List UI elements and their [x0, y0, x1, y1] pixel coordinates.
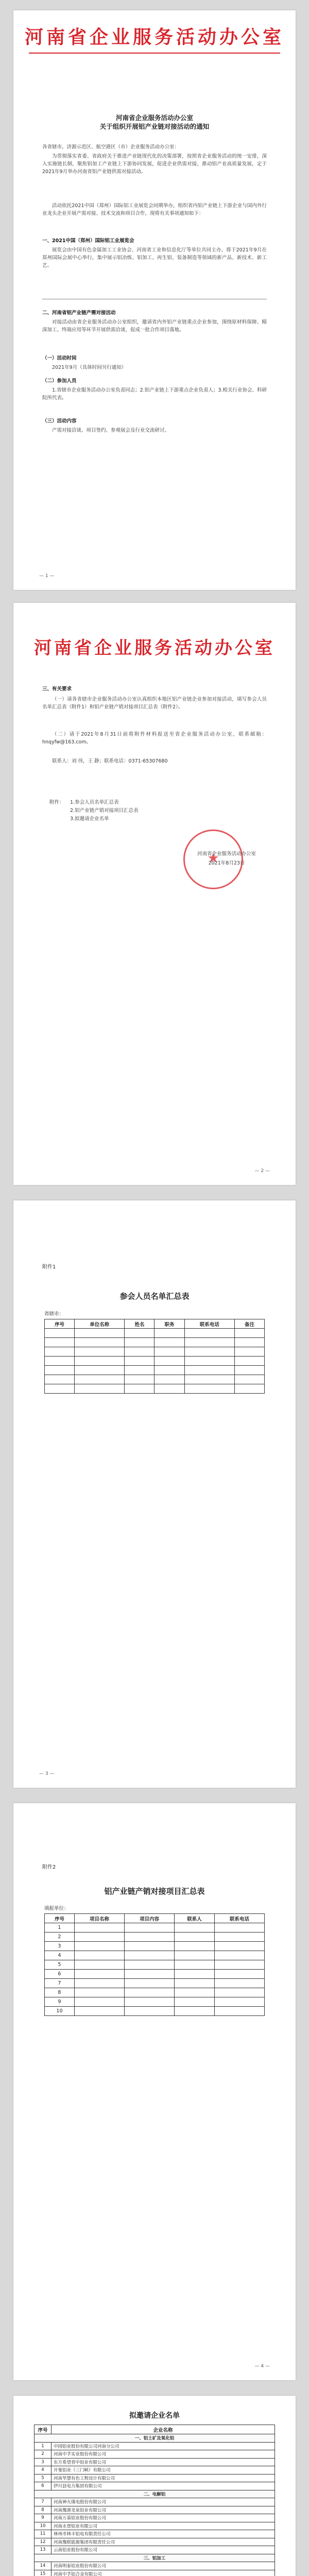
col-header: 序号	[45, 1319, 75, 1329]
company-name: 中国铝业股份有限公司河南分公司	[52, 2442, 275, 2450]
table-row: 8	[45, 1988, 265, 1997]
document-page-3	[13, 1200, 296, 1788]
table-row: 7	[45, 1979, 265, 1988]
table-group-row	[35, 2490, 275, 2498]
row-number: 4	[35, 2466, 52, 2475]
col-header: 单位名称	[75, 1319, 125, 1329]
item-3-heading: （三）活动内容	[42, 418, 77, 424]
attachment-2: 2.铝产业链产销对接项目汇总表	[70, 808, 139, 814]
intro-paragraph-2: 活动依托2021中国（郑州）国际铝工业展览会同期举办，组织省内铝产业链上下游企业与国内外行业龙头企业开展产需对接、技术交流和项目合作，现将有关事项通知如下：	[42, 203, 267, 216]
company-name: 河南豫港龙泉铝业有限公司	[52, 2506, 275, 2514]
attachment-1: 1.参会人员名单汇总表	[70, 800, 119, 805]
col-header: 备注	[234, 1319, 264, 1329]
table-header-row	[45, 1319, 265, 1329]
row-number: 3	[35, 2458, 52, 2466]
company-name: 河南神火煤电股份有限公司	[52, 2498, 275, 2506]
row-number: 9	[35, 2514, 52, 2522]
unit-label: 填报单位：	[44, 1906, 69, 1911]
row-number: 12	[35, 2538, 52, 2546]
table-row	[35, 2482, 275, 2490]
row-number: 10	[35, 2522, 52, 2530]
table-row	[35, 2570, 275, 2576]
row-number: 14	[35, 2562, 52, 2570]
table-group-row	[35, 2554, 275, 2562]
table-row	[35, 2498, 275, 2506]
table-row	[35, 2474, 275, 2482]
contact-line: 联系人：刘 伟，王 静；联系电话：0371-65307680	[52, 758, 168, 764]
attachment-3: 3.拟邀请企业名单	[70, 816, 109, 822]
letterhead-rule	[29, 53, 280, 54]
item-1-body: 2021年9月（具体时间另行通知）	[52, 365, 127, 370]
group-label: 一、铝土矿及氧化铝	[35, 2434, 275, 2443]
company-name: 林州市林丰铝电有限责任公司	[52, 2530, 275, 2538]
table-row	[35, 2546, 275, 2554]
salutation: 各省辖市、济源示范区、航空港区（市）企业服务活动办公室：	[42, 144, 180, 150]
company-list-table	[34, 2425, 275, 2576]
row-number: 2	[35, 2450, 52, 2459]
row-number: 13	[35, 2546, 52, 2554]
col-header: 序号	[35, 2425, 52, 2434]
page-number: — 1 —	[39, 573, 55, 579]
signing-date: 2021年8月23日	[208, 860, 245, 866]
item-2-body: 1.省辖市企业服务活动办公室负责同志；2.铝产业链上下游重点企业负责人；3.相关行业协会、科研院所代表。	[42, 387, 267, 401]
col-header: 项目内容	[125, 1914, 175, 1923]
document-page-5	[13, 2396, 296, 2576]
company-name: 河南永登铝业有限公司	[52, 2522, 275, 2530]
attendee-table	[44, 1319, 265, 1394]
row-number: 7	[35, 2498, 52, 2506]
table-row	[45, 1384, 265, 1394]
table-row	[35, 2530, 275, 2538]
row-number: 5	[35, 2474, 52, 2482]
section-1-heading: 一、2021中国（郑州）国际铝工业展览会	[42, 238, 134, 244]
table-row: 1	[45, 1923, 265, 1933]
table-row: 10	[45, 2007, 265, 2016]
attachment-label: 附件1	[42, 1264, 56, 1270]
table-row	[45, 1329, 265, 1338]
table-row	[35, 2538, 275, 2546]
col-header: 职务	[154, 1319, 184, 1329]
document-title-line2: 关于组织开展铝产业链对接活动的通知	[99, 123, 210, 130]
group-label: 三、铝加工	[35, 2554, 275, 2562]
company-name: 河南豫联能源集团有限责任公司	[52, 2538, 275, 2546]
table-row	[35, 2442, 275, 2450]
document-title-line1: 河南省企业服务活动办公室	[115, 114, 193, 122]
col-header: 联系人	[175, 1914, 215, 1923]
col-header: 联系电话	[184, 1319, 234, 1329]
attachment-label: 附件2	[42, 1865, 56, 1870]
table-header-row	[35, 2425, 275, 2434]
table-row	[35, 2466, 275, 2475]
table-row	[35, 2450, 275, 2459]
company-name: 河南华慧有色工程设计有限公司	[52, 2474, 275, 2482]
table-title: 拟邀请企业名单	[129, 2412, 180, 2420]
col-header: 序号	[45, 1914, 75, 1923]
letterhead-banner: 河南省企业服务活动办公室	[24, 26, 284, 48]
table-row	[45, 1347, 265, 1357]
table-row: 3	[45, 1942, 265, 1951]
company-name: 河南万基铝业股份有限公司	[52, 2514, 275, 2522]
document-page-2	[13, 603, 296, 1185]
col-header: 姓名	[125, 1319, 154, 1329]
company-name: 云南铝业股份有限公司	[52, 2546, 275, 2554]
item-2-heading: （二）参加人员	[42, 378, 77, 384]
table-row: 4	[45, 1951, 265, 1960]
group-label: 二、电解铝	[35, 2490, 275, 2498]
table-group-row	[35, 2434, 275, 2443]
table-row: 5	[45, 1960, 265, 1970]
col-header: 企业名称	[52, 2425, 275, 2434]
table-row	[45, 1338, 265, 1347]
table-row	[35, 2458, 275, 2466]
page-number: — 4 —	[254, 2364, 270, 2369]
table-title: 铝产业链产销对接项目汇总表	[104, 1887, 205, 1896]
row-number: 6	[35, 2482, 52, 2490]
table-title: 参会人员名单汇总表	[119, 1292, 190, 1301]
col-header: 联系电话	[214, 1914, 264, 1923]
item-1-heading: （一）活动时间	[42, 355, 77, 361]
table-row	[45, 1375, 265, 1384]
table-row: 9	[45, 1997, 265, 2007]
section-3-heading: 三、有关要求	[42, 686, 72, 692]
requirement-2: （二）请于2021年8月31日前将附件材料报送至省企业服务活动办公室，联系邮箱：hnqyfw@163.com。	[42, 732, 267, 745]
attachments-label: 附件：	[49, 800, 64, 805]
document-page-4	[13, 1803, 296, 2380]
company-name: 东方希望晋中铝业有限公司	[52, 2458, 275, 2466]
row-number: 11	[35, 2530, 52, 2538]
table-header-row	[45, 1914, 265, 1923]
company-name: 河南明泰铝业股份有限公司	[52, 2562, 275, 2570]
company-name: 河南中孚铝合金有限公司	[52, 2570, 275, 2576]
table-row	[35, 2514, 275, 2522]
signing-organization: 河南省企业服务活动办公室	[197, 851, 256, 857]
unit-label: 省辖市：	[44, 1311, 64, 1317]
table-row	[35, 2562, 275, 2570]
section-2-heading: 二、河南省铝产业链产需对接活动	[42, 310, 116, 316]
table-row	[35, 2506, 275, 2514]
table-row	[35, 2522, 275, 2530]
section-1-body: 展览会由中国有色金属加工工业协会、河南省工业和信息化厅等单位共同主办，将于2021年9月在郑州国际会展中心举行，集中展示铝冶炼、铝加工、再生铝、装备制造等领域的新产品、新技术、新工艺。	[42, 247, 267, 268]
item-3-body: 产需对接洽谈、项目签约、参观展会及行业交流研讨。	[52, 428, 170, 433]
company-name: 河南中孚实业股份有限公司	[52, 2450, 275, 2459]
page-number: — 3 —	[39, 1771, 55, 1776]
row-number: 8	[35, 2506, 52, 2514]
company-name: 伊川县电力集团有限公司	[52, 2482, 275, 2490]
watermark-banner: 河南省企业服务活动办公室	[34, 638, 275, 658]
page-number: — 2 —	[254, 1168, 270, 1174]
document-page-1	[13, 10, 296, 590]
table-row	[45, 1357, 265, 1366]
table-row: 2	[45, 1933, 265, 1942]
col-header: 项目名称	[74, 1914, 124, 1923]
project-table	[44, 1913, 265, 2016]
row-number: 15	[35, 2570, 52, 2576]
requirement-1: （一）请各省辖市企业服务活动办公室认真组织本地区铝产业链企业参加对接活动，填写参会人员名单汇总表（附件1）和铝产业链产销对接项目汇总表（附件2）。	[42, 697, 267, 710]
intro-paragraph-1: 为贯彻落实省委、省政府关于推进产业链现代化的决策部署，按照省企业服务活动的统一安排，深入实施链长制，聚焦铝加工产业链上下游协同发展，促进企业供需对接，推动铝产业高质量发展，定于2021年9月举办河南省铝产业链供需对接活动。	[42, 154, 267, 175]
table-row	[45, 1366, 265, 1375]
company-name: 开曼铝业（三门峡）有限公司	[52, 2466, 275, 2475]
table-row: 6	[45, 1970, 265, 1979]
row-number: 1	[35, 2442, 52, 2450]
section-2-body: 对接活动由省企业服务活动办公室组织，邀请省内外铝产业链重点企业参加，围绕原材料保障、精深加工、终端应用等环节开展供需洽谈，促成一批合作项目落地。	[42, 319, 267, 333]
